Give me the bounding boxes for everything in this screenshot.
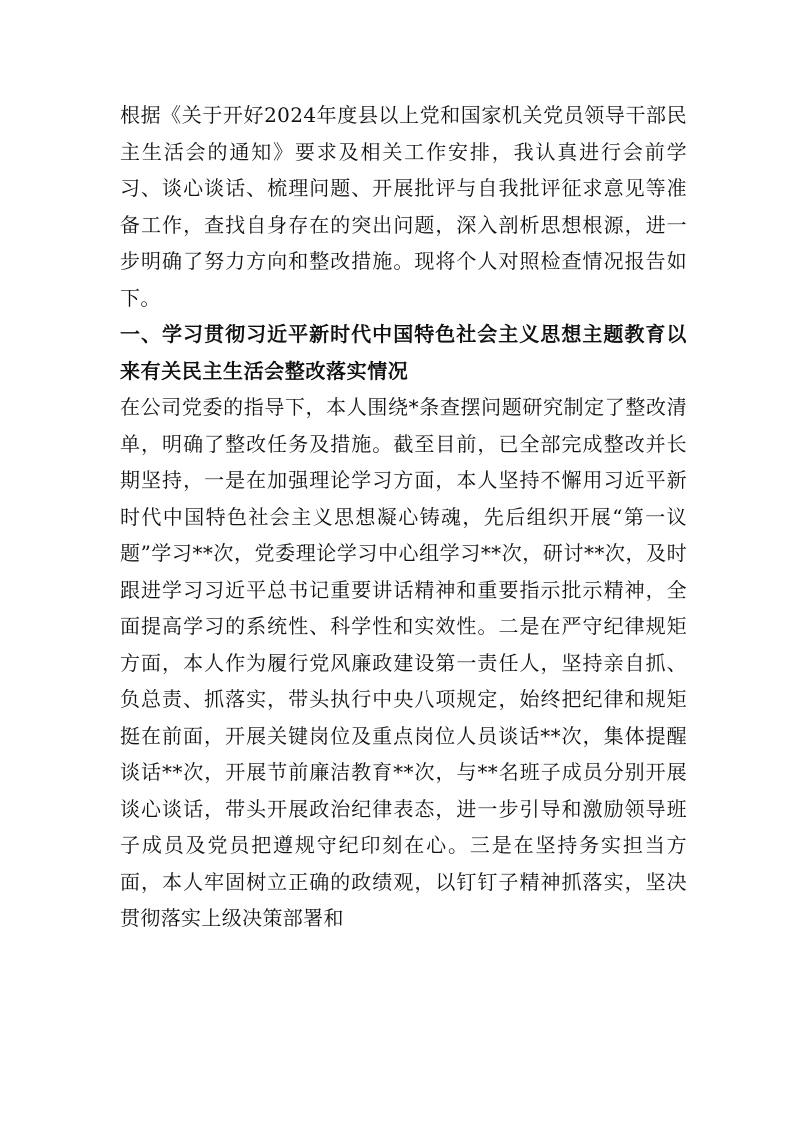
section-1-heading: 一、学习贯彻习近平新时代中国特色社会主义思想主题教育以来有关民主生活会整改落实情况 — [120, 322, 687, 383]
intro-paragraph: 根据《关于开好2024年度县以上党和国家机关党员领导干部民主生活会的通知》要求及相关工作安排，我认真进行会前学习、谈心谈话、梳理问题、开展批评与自我批评征求意见等准备工作，查找自身存在的突出问题，深入剖析思想根源，进一步明确了努力方向和整改措施。现将个人对照检查情况报告如下。 — [120, 103, 687, 310]
document-body — [120, 97, 687, 937]
section-1-paragraph: 在公司党委的指导下，本人围绕*条查摆问题研究制定了整改清单，明确了整改任务及措施。截至目前，已全部完成整改并长期坚持，一是在加强理论学习方面，本人坚持不懈用习近平新时代中国特色社会主义思想凝心铸魂，先后组织开展“第一议题”学习**次，党委理论学习中心组学习**次，研讨**次，及时跟进学习习近平总书记重要讲话精神和重要指示批示精神，全面提高学习的系统性、科学性和实效性。二是在严守纪律规矩方面，本人作为履行党风廉政建设第一责任人，坚持亲自抓、负总责、抓落实，带头执行中央八项规定，始终把纪律和规矩挺在前面，开展关键岗位及重点岗位人员谈话**次，集体提醒谈话**次，开展节前廉洁教育**次，与**名班子成员分别开展谈心谈话，带头开展政治纪律表态，进一步引导和激励领导班子成员及党员把遵规守纪印刻在心。三是在坚持务实担当方面，本人牢固树立正确的政绩观，以钉钉子精神抓落实，坚决贯彻落实上级决策部署和 — [120, 395, 687, 930]
